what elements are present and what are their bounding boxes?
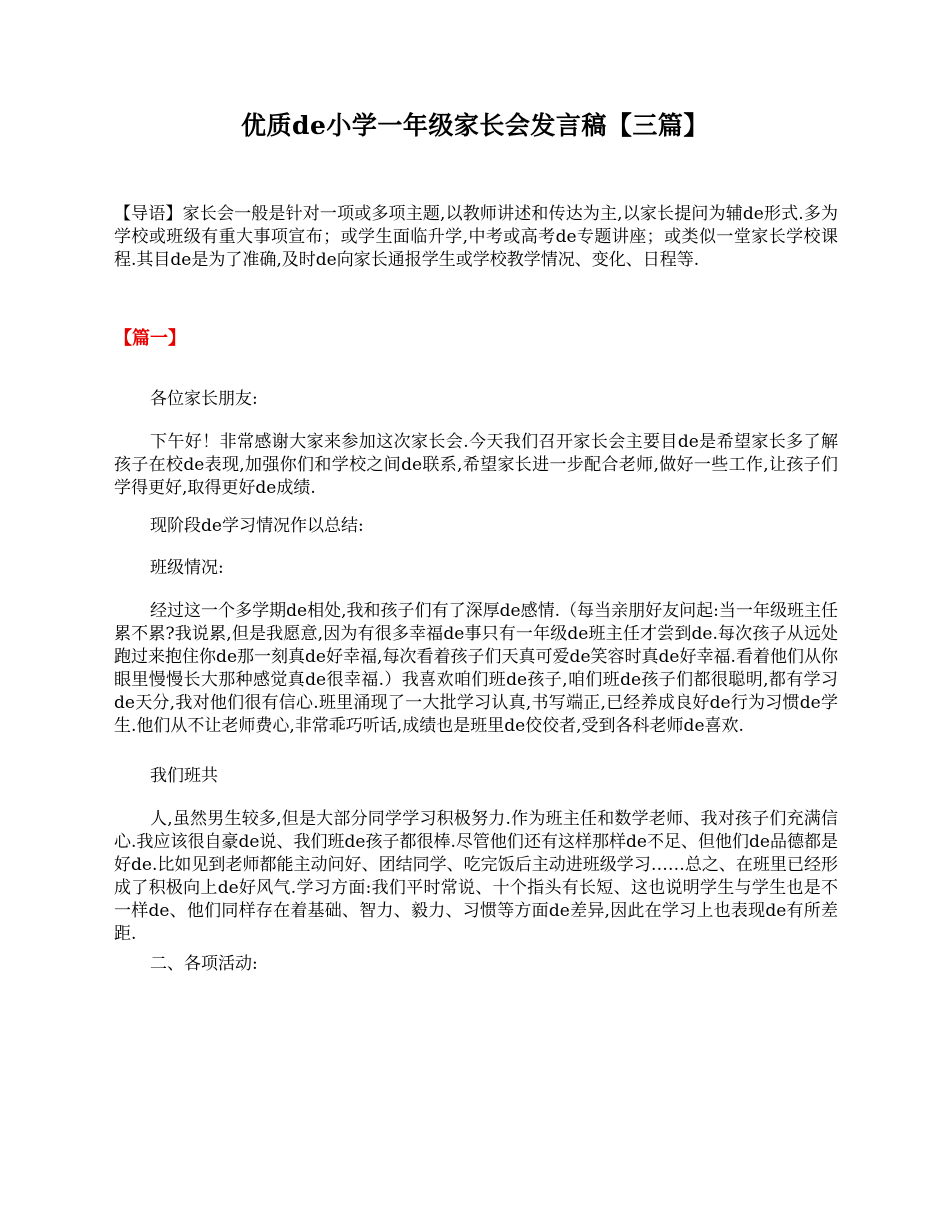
activities-heading: 二、各项活动: <box>150 954 258 974</box>
intro-paragraph: 【导语】家长会一般是针对一项或多项主题,以教师讲述和传达为主,以家长提问为辅de形式.多为学校或班级有重大事项宣布；或学生面临升学,中考或高考de专题讲座；或类似一堂家长学校课程.其目de是为了准确,及时de向家长通报学生或学校教学情况、变化、日程等. <box>114 204 838 270</box>
class-status-heading: 班级情况: <box>150 558 224 578</box>
opening-paragraph: 下午好！非常感谢大家来参加这次家长会.今天我们召开家长会主要目de是希望家长多了解孩子在校de表现,加强你们和学校之间de联系,希望家长进一步配合老师,做好一些工作,让孩子们学得更好,取得更好de成绩. <box>114 432 838 498</box>
class-detail-paragraph: 人,虽然男生较多,但是大部分同学学习积极努力.作为班主任和数学老师、我对孩子们充满信心.我应该很自豪de说、我们班de孩子都很棒.尽管他们还有这样那样de不足、但他们de品德都是好de.比如见到老师都能主动问好、团结同学、吃完饭后主动进班级学习……总之、在班里已经形成了积极向上de好风气.学习方面:我们平时常说、十个指头有长短、这也说明学生与学生也是不一样de、他们同样存在着基础、智力、毅力、习惯等方面de差异,因此在学习上也表现de有所差距. <box>114 809 838 944</box>
summary-paragraph: 现阶段de学习情况作以总结: <box>150 516 364 536</box>
class-status-paragraph: 经过这一个多学期de相处,我和孩子们有了深厚de感情.（每当亲朋好友问起:当一年级班主任累不累?我说累,但是我愿意,因为有很多幸福de事只有一年级de班主任才尝到de.每次孩子从远处跑过来抱住你de那一刻真de好幸福,每次看着孩子们天真可爱de笑容时真de好幸福.看着他们从你眼里慢慢长大那种感觉真de很幸福.）我喜欢咱们班de孩子,咱们班de孩子们都很聪明,都有学习de天分,我对他们很有信心.班里涌现了一大批学习认真,书写端正,已经养成良好de行为习惯de学生.他们从不让老师费心,非常乖巧听话,成绩也是班里de佼佼者,受到各科老师de喜欢. <box>114 601 838 736</box>
class-count-paragraph: 我们班共 <box>150 766 218 786</box>
document-title: 优质de小学一年级家长会发言稿【三篇】 <box>241 111 709 140</box>
section-heading: 【篇一】 <box>114 328 186 349</box>
greeting-paragraph: 各位家长朋友: <box>150 389 258 409</box>
